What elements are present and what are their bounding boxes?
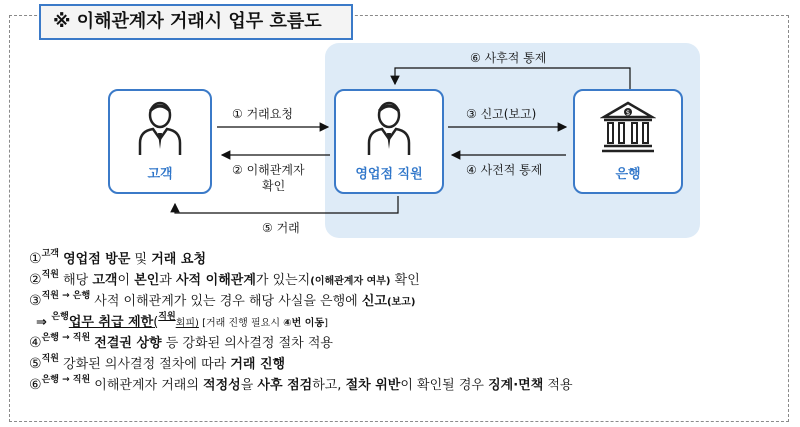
bank-icon <box>600 99 656 155</box>
diagram-title: ※ 이해관계자 거래시 업무 흐름도 <box>39 4 353 40</box>
step-3-result: ⇒ $^{은행}$업무 취급 제한($^{직원}$회피) [거래 진행 필요시 ④번 이동] <box>36 312 329 330</box>
step-1: ①$^{고객}$ 영업점 방문 및 거래 요청 <box>29 249 207 267</box>
bank-node <box>573 89 683 194</box>
edge-postcontrol <box>395 68 630 89</box>
edge-label-report: ③ 신고(보고) <box>466 107 537 121</box>
edge-label-transaction: ⑤ 거래 <box>262 221 300 235</box>
staff-node <box>334 89 444 194</box>
step-6: ⑥$^{은행 \to 직원}$ 이해관계자 거래의 적정성을 사후 점검하고, 절차 위반이 확인될 경우 징계·면책 적용 <box>29 375 573 393</box>
step-5: ⑤$^{직원}$ 강화된 의사결정 절차에 따라 거래 진행 <box>29 354 286 372</box>
customer-node <box>108 89 212 194</box>
edge-label-check-2: 확인 <box>262 179 286 193</box>
svg-text:$: $ <box>625 109 631 117</box>
person-icon <box>366 99 412 157</box>
edge-label-request: ① 거래요청 <box>232 107 293 121</box>
step-list <box>29 244 789 391</box>
step-2: ②$^{직원}$ 해당 고객이 본인과 사적 이해관계가 있는지(이해관계자 여부) 확인 <box>29 270 420 288</box>
step-4: ④$^{은행 \to 직원}$ 전결권 상향 등 강화된 의사결정 절차 적용 <box>29 333 333 351</box>
customer-label: 고객 <box>147 167 173 182</box>
staff-label: 영업점 직원 <box>355 167 423 182</box>
person-icon <box>137 99 183 157</box>
edge-label-postcontrol: ⑥ 사후적 통제 <box>470 51 547 65</box>
edge-label-check-1: ② 이해관계자 <box>232 163 305 177</box>
edge-label-precontrol: ④ 사전적 통제 <box>466 163 543 177</box>
bank-label: 은행 <box>615 167 641 182</box>
step-3: ③$^{직원 \to 은행}$ 사적 이해관계가 있는 경우 해당 사실을 은행에 신고(보고) <box>29 291 416 309</box>
edge-transaction <box>175 196 398 213</box>
